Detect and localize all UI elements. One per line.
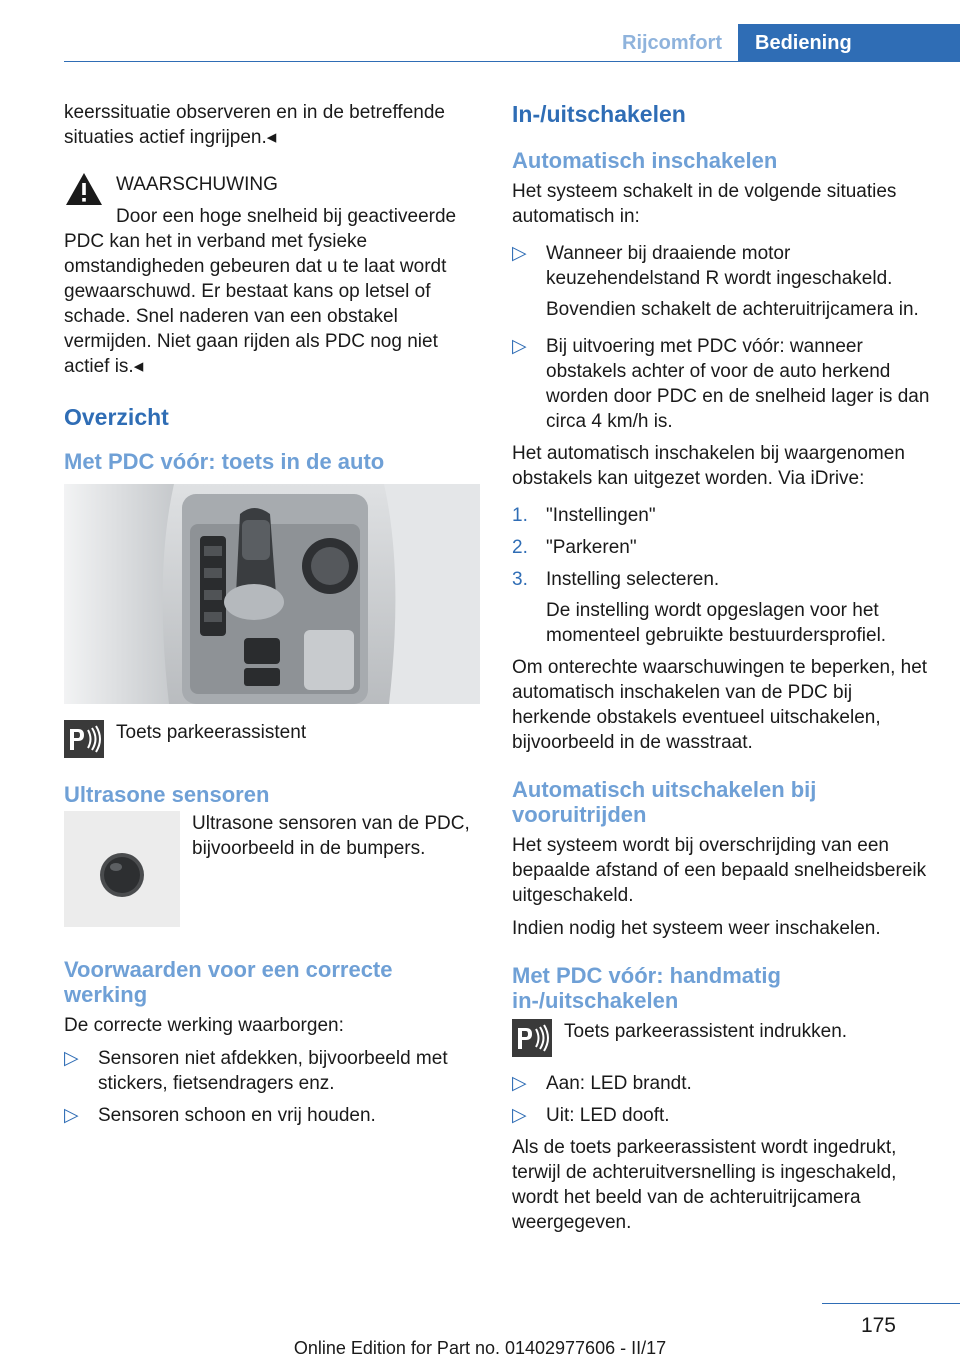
steps-note: Om onterechte waarschuwingen te beperken, het automatisch inschakelen van de PDC bij herkende obstakels eventueel uitschakelen, bijvoorbeeld in de wasstraat. <box>512 657 928 753</box>
bullet-icon: ▷ <box>64 1048 79 1069</box>
sensors-heading: Ultrasone sensoren <box>64 782 270 807</box>
list-item: ▷ Uit: LED dooft. <box>512 1105 670 1126</box>
conditions-intro: De correcte werking waarborgen: <box>64 1015 344 1036</box>
manual-instruction: Toets parkeerassistent indrukken. <box>564 1021 848 1042</box>
sensors-text: Ultrasone sensoren van de PDC, bijvoorbeeld in de bumpers. <box>192 813 470 859</box>
auto-off-text-2: Indien nodig het systeem weer inschakelen. <box>512 918 881 939</box>
warning-title: WAARSCHUWING <box>116 174 278 195</box>
parking-assistant-icon <box>512 1019 552 1057</box>
parking-assistant-icon <box>64 720 104 758</box>
chapter-tab[interactable]: Bediening <box>738 24 960 62</box>
list-item: ▷ Sensoren niet afdekken, bijvoorbeeld met stickers, fietsendragers enz. <box>64 1048 448 1094</box>
manual-instruction-row <box>512 1019 932 1057</box>
footer-rule <box>822 1303 960 1304</box>
overview-heading: Overzicht <box>64 404 169 430</box>
step-number: 2. <box>512 537 528 558</box>
bullet-icon: ▷ <box>512 243 527 264</box>
manual-list <box>512 1071 932 1128</box>
conditions-list <box>64 1046 480 1128</box>
page-header <box>0 24 960 62</box>
center-console-photo <box>64 484 480 704</box>
bullet-icon: ▷ <box>512 1105 527 1126</box>
bullet-icon: ▷ <box>64 1105 79 1126</box>
edition-text: Online Edition for Part no. 01402977606 - II/17 <box>293 1338 667 1358</box>
sensors-row <box>64 811 480 927</box>
auto-on-list <box>512 241 932 434</box>
list-item: ▷ Wanneer bij draaiende motor keuzehendelstand R wordt ingeschakeld. Bovendien schakelt de achteruitrijcamera in. <box>512 243 919 320</box>
left-column <box>64 100 480 1135</box>
photo-caption: Toets parkeerassistent <box>116 722 307 743</box>
caption-row <box>64 720 480 758</box>
steps-list <box>512 503 932 648</box>
list-item: ▷ Sensoren schoon en vrij houden. <box>64 1105 376 1126</box>
bullet-icon: ▷ <box>512 336 527 357</box>
auto-on-note: Het automatisch inschakelen bij waargenomen obstakels kan uitgezet worden. Via iDrive: <box>512 443 905 489</box>
onoff-heading: In-/uitschakelen <box>512 101 686 127</box>
warning-block <box>64 168 480 208</box>
list-item: 3. Instelling selecteren. De instelling wordt opgeslagen voor het momenteel gebruikte bestuurdersprofiel. <box>512 569 887 646</box>
list-item: ▷ Bij uitvoering met PDC vóór: wanneer obstakels achter of voor de auto herkend worden door PDC en de snelheid lager is dan circa 4 km/h is. <box>512 336 930 432</box>
auto-off-heading: Automatisch uitschakelen bij vooruitrijden <box>512 777 817 827</box>
step-number: 1. <box>512 505 528 526</box>
right-column <box>512 100 932 1243</box>
auto-off-text-1: Het systeem wordt bij overschrijding van een bepaalde afstand of een bepaald snelheidsbereik uitgeschakeld. <box>512 835 927 906</box>
warning-text: Door een hoge snelheid bij geactiveerde PDC kan het in verband met fysieke omstandigheden gebeuren dat u te laat wordt gewaarschuwd. Er bestaat kans op letsel of schade. Snel naderen van een obstakel vermijden. Niet gaan rijden als PDC nog niet actief is.◂ <box>64 206 457 377</box>
auto-on-heading: Automatisch inschakelen <box>512 148 778 173</box>
bullet-icon: ▷ <box>512 1073 527 1094</box>
step-number: 3. <box>512 569 528 590</box>
section-tab[interactable]: Rijcomfort <box>622 32 722 54</box>
manual-note: Als de toets parkeerassistent wordt ingedrukt, terwijl de achteruitversnelling is ingeschakeld, wordt het beeld van de achteruitrijcamera weergegeven. <box>512 1137 897 1233</box>
front-heading: Met PDC vóór: toets in de auto <box>64 449 385 474</box>
list-item: ▷ Aan: LED brandt. <box>512 1073 692 1094</box>
auto-on-intro: Het systeem schakelt in de volgende situaties automatisch in: <box>512 181 897 227</box>
warning-triangle-icon <box>64 170 104 208</box>
intro-text: keerssituatie observeren en in de betreffende situaties actief ingrijpen.◂ <box>64 102 445 148</box>
list-item: 2. "Parkeren" <box>512 537 637 558</box>
header-rule <box>64 61 960 62</box>
sensor-image <box>64 811 180 927</box>
page-number: 175 <box>860 1314 896 1337</box>
page-footer <box>0 1303 960 1363</box>
conditions-heading: Voorwaarden voor een correcte werking <box>64 957 393 1007</box>
manual-heading: Met PDC vóór: handmatig in-/uitschakelen <box>512 963 781 1013</box>
list-item: 1. "Instellingen" <box>512 505 656 526</box>
